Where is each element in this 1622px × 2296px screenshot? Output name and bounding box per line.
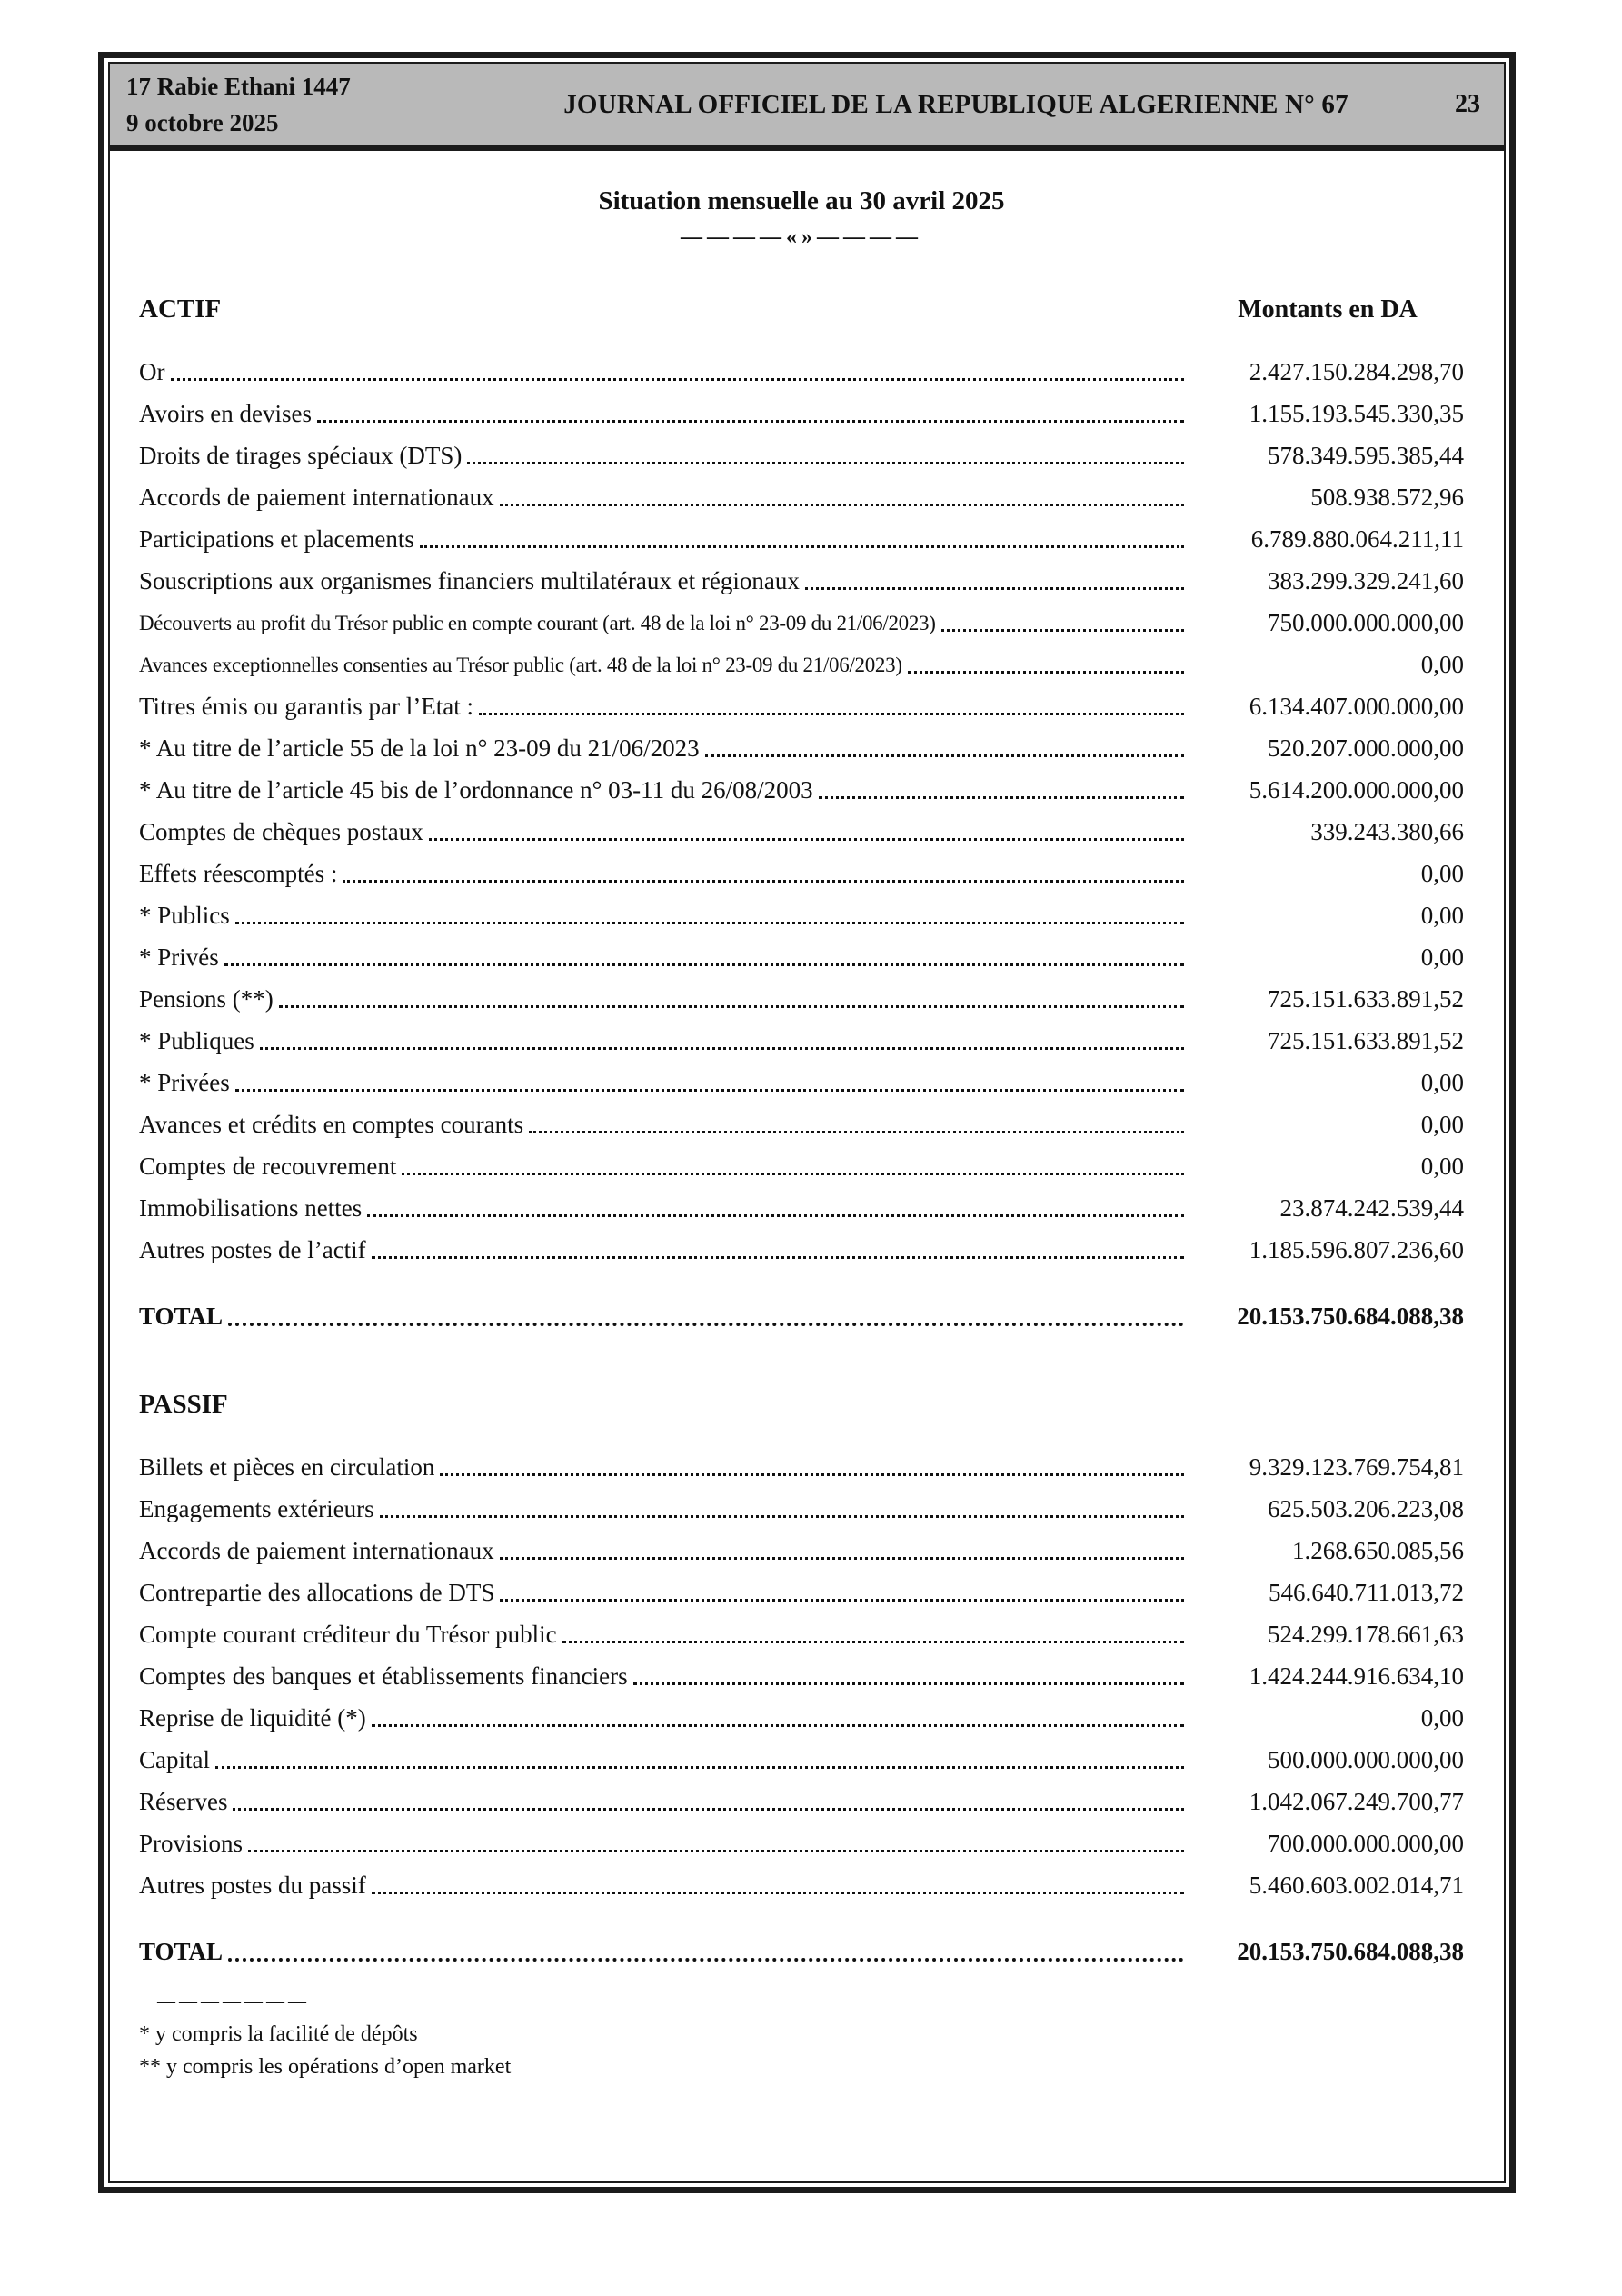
dotted-leader: [805, 587, 1184, 590]
dotted-leader: [440, 1473, 1184, 1476]
dotted-leader: [402, 1173, 1184, 1175]
dotted-leader: [429, 838, 1184, 841]
dotted-leader: [529, 1131, 1184, 1133]
dotted-leader: [372, 1724, 1184, 1727]
dotted-leader: [500, 1557, 1184, 1560]
statement-row: [139, 1235, 1464, 1265]
total-value: 20.153.750.684.088,38: [1237, 1303, 1464, 1330]
actif-rows: [139, 357, 1464, 1265]
dotted-leader: [279, 1005, 1184, 1008]
row-value: 520.207.000.000,00: [1268, 734, 1464, 762]
row-value: 23.874.242.539,44: [1279, 1194, 1464, 1222]
journal-title: JOURNAL OFFICIEL DE LA REPUBLIQUE ALGERIENNE N° 67: [563, 89, 1348, 119]
page-frame: [98, 52, 1516, 2193]
row-label: Avances et crédits en comptes courants: [139, 1111, 524, 1138]
statement-row: [139, 1026, 1464, 1056]
section-title-actif: ACTIF: [139, 294, 222, 324]
row-label: Accords de paiement internationaux: [139, 1537, 494, 1564]
row-label: * Privées: [139, 1069, 230, 1096]
row-value: 339.243.380,66: [1310, 818, 1464, 845]
statement-row: [139, 943, 1464, 973]
row-label: Autres postes du passif: [139, 1872, 366, 1899]
dotted-leader: [343, 880, 1184, 883]
row-label: Avoirs en devises: [139, 400, 312, 427]
passif-rows: [139, 1452, 1464, 1901]
row-value: 0,00: [1420, 860, 1464, 887]
statement-row: [139, 1745, 1464, 1775]
total-label: TOTAL: [139, 1938, 224, 1965]
page-number: 23: [1455, 90, 1480, 118]
dotted-leader: [705, 754, 1184, 757]
row-label: * Privés: [139, 943, 219, 971]
statement-row: [139, 1152, 1464, 1182]
dotted-leader: [317, 420, 1184, 423]
row-value: 508.938.572,96: [1310, 484, 1464, 511]
row-value: 0,00: [1420, 943, 1464, 971]
row-label: Contrepartie des allocations de DTS: [139, 1579, 495, 1606]
statement-row: [139, 357, 1464, 387]
footnote-separator: ———————: [157, 1992, 310, 2011]
row-value: 546.640.711.013,72: [1269, 1579, 1464, 1606]
row-value: 625.503.206.223,08: [1268, 1495, 1464, 1522]
row-label: Immobilisations nettes: [139, 1194, 363, 1222]
row-label: Accords de paiement internationaux: [139, 484, 494, 511]
row-value: 1.424.244.916.634,10: [1249, 1662, 1464, 1690]
row-label: Provisions: [139, 1830, 244, 1857]
row-value: 1.185.596.807.236,60: [1249, 1236, 1464, 1263]
dotted-leader: [633, 1682, 1184, 1685]
dotted-leader: [235, 922, 1184, 924]
total-label: TOTAL: [139, 1303, 224, 1330]
dotted-leader: [233, 1808, 1184, 1811]
row-value: 2.427.150.284.298,70: [1249, 358, 1464, 385]
row-label: Découverts au profit du Trésor public en compte courant (art. 48 de la loi n° 23-09 du 21/06/2023): [139, 612, 936, 634]
row-value: 500.000.000.000,00: [1268, 1746, 1464, 1773]
row-label: Comptes de chèques postaux: [139, 818, 423, 845]
row-value: 9.329.123.769.754,81: [1249, 1453, 1464, 1481]
passif-section-header: [139, 1390, 1464, 1420]
statement-row: [139, 1620, 1464, 1650]
title-separator: ————«»————: [681, 225, 922, 249]
footnote-line: * y compris la facilité de dépôts: [139, 2022, 418, 2046]
statement-row: [139, 399, 1464, 429]
dotted-leader: [224, 963, 1184, 966]
dotted-leader: [367, 1214, 1184, 1217]
row-value: 0,00: [1420, 651, 1464, 678]
statement-row: [139, 1193, 1464, 1223]
statement-row: [139, 1871, 1464, 1901]
date-hijri: 17 Rabie Ethani 1447: [126, 73, 351, 100]
row-value: 725.151.633.891,52: [1268, 1027, 1464, 1054]
row-value: 383.299.329.241,60: [1268, 567, 1464, 594]
row-label: Engagements extérieurs: [139, 1495, 374, 1522]
row-label: Or: [139, 358, 165, 385]
dotted-leader: [467, 462, 1184, 464]
dotted-leader: [228, 1323, 1184, 1326]
row-label: Avances exceptionnelles consenties au Trésor public (art. 48 de la loi n° 23-09 du 21/06/2023): [139, 654, 902, 676]
row-label: * Au titre de l’article 55 de la loi n° 23-09 du 21/06/2023: [139, 734, 700, 762]
statement-row: [139, 775, 1464, 805]
actif-section-header: [139, 294, 1464, 324]
row-value: 750.000.000.000,00: [1268, 609, 1464, 636]
dotted-leader: [380, 1515, 1184, 1518]
section-title-passif: PASSIF: [139, 1390, 228, 1419]
footnote-line: ** y compris les opérations d’open market: [139, 2055, 512, 2079]
statement-row: [139, 650, 1464, 680]
statement-row: [139, 734, 1464, 764]
statement-row: [139, 441, 1464, 471]
statement-row: [139, 608, 1464, 638]
dotted-leader: [372, 1892, 1184, 1894]
date-gregorian: 9 octobre 2025: [126, 109, 279, 136]
dotted-leader: [479, 713, 1184, 715]
statement-row: [139, 1452, 1464, 1482]
statement-title: Situation mensuelle au 30 avril 2025: [598, 186, 1005, 215]
row-value: 524.299.178.661,63: [1268, 1621, 1464, 1648]
statement-row: [139, 1703, 1464, 1733]
row-label: Reprise de liquidité (*): [139, 1704, 366, 1732]
statement-row: [139, 1536, 1464, 1566]
page-header-banner: [110, 64, 1504, 151]
footnotes: [139, 2018, 1464, 2083]
dotted-leader: [941, 629, 1184, 632]
row-value: 1.155.193.545.330,35: [1249, 400, 1464, 427]
row-value: 0,00: [1420, 1111, 1464, 1138]
row-label: Comptes des banques et établissements financiers: [139, 1662, 628, 1690]
statement-row: [139, 483, 1464, 513]
row-value: 1.268.650.085,56: [1292, 1537, 1464, 1564]
header-dates: [126, 68, 490, 141]
statement-row: [139, 984, 1464, 1014]
dotted-leader: [171, 378, 1185, 381]
row-value: 700.000.000.000,00: [1268, 1830, 1464, 1857]
statement-row: [139, 1829, 1464, 1859]
row-label: Titres émis ou garantis par l’Etat :: [139, 693, 473, 720]
dotted-leader: [819, 796, 1184, 799]
dotted-leader: [235, 1089, 1184, 1092]
row-value: 0,00: [1420, 1069, 1464, 1096]
statement-row: [139, 817, 1464, 847]
dotted-leader: [500, 1599, 1184, 1602]
passif-total-row: [139, 1937, 1464, 1967]
statement-row: [139, 566, 1464, 596]
statement-row: [139, 859, 1464, 889]
row-label: * Publiques: [139, 1027, 254, 1054]
row-value: 0,00: [1420, 1153, 1464, 1180]
row-value: 0,00: [1420, 1704, 1464, 1732]
actif-total-row: [139, 1302, 1464, 1332]
statement-body: [110, 151, 1504, 2181]
statement-row: [139, 901, 1464, 931]
dotted-leader: [908, 671, 1184, 674]
row-label: * Publics: [139, 902, 230, 929]
dotted-leader: [215, 1766, 1184, 1769]
row-label: Capital: [139, 1746, 210, 1773]
row-label: Billets et pièces en circulation: [139, 1453, 435, 1481]
page-frame-inner: [108, 62, 1506, 2183]
statement-row: [139, 1494, 1464, 1524]
row-label: Effets réescomptés :: [139, 860, 338, 887]
row-value: 6.134.407.000.000,00: [1249, 693, 1464, 720]
dotted-leader: [500, 504, 1184, 506]
dotted-leader: [248, 1850, 1184, 1852]
dotted-leader: [562, 1641, 1184, 1643]
statement-row: [139, 524, 1464, 554]
amount-column-header: Montants en DA: [1238, 295, 1418, 324]
row-label: Comptes de recouvrement: [139, 1153, 397, 1180]
statement-row: [139, 1110, 1464, 1140]
row-value: 5.460.603.002.014,71: [1249, 1872, 1464, 1899]
dotted-leader: [372, 1256, 1184, 1259]
row-value: 1.042.067.249.700,77: [1249, 1788, 1464, 1815]
row-value: 5.614.200.000.000,00: [1249, 776, 1464, 804]
statement-row: [139, 1578, 1464, 1608]
row-value: 6.789.880.064.211,11: [1250, 525, 1464, 553]
row-label: Participations et placements: [139, 525, 414, 553]
row-value: 0,00: [1420, 902, 1464, 929]
statement-row: [139, 692, 1464, 722]
row-label: Compte courant créditeur du Trésor public: [139, 1621, 557, 1648]
row-value: 725.151.633.891,52: [1268, 985, 1464, 1013]
row-label: Droits de tirages spéciaux (DTS): [139, 442, 463, 469]
total-value: 20.153.750.684.088,38: [1237, 1938, 1464, 1965]
dotted-leader: [420, 545, 1184, 548]
statement-row: [139, 1662, 1464, 1692]
row-label: Pensions (**): [139, 985, 274, 1013]
row-label: Réserves: [139, 1788, 228, 1815]
row-label: Autres postes de l’actif: [139, 1236, 366, 1263]
row-label: * Au titre de l’article 45 bis de l’ordonnance n° 03-11 du 26/08/2003: [139, 776, 813, 804]
row-value: 578.349.595.385,44: [1268, 442, 1464, 469]
statement-row: [139, 1787, 1464, 1817]
row-label: Souscriptions aux organismes financiers multilatéraux et régionaux: [139, 567, 800, 594]
dotted-leader: [260, 1047, 1184, 1050]
statement-row: [139, 1068, 1464, 1098]
dotted-leader: [228, 1958, 1184, 1962]
